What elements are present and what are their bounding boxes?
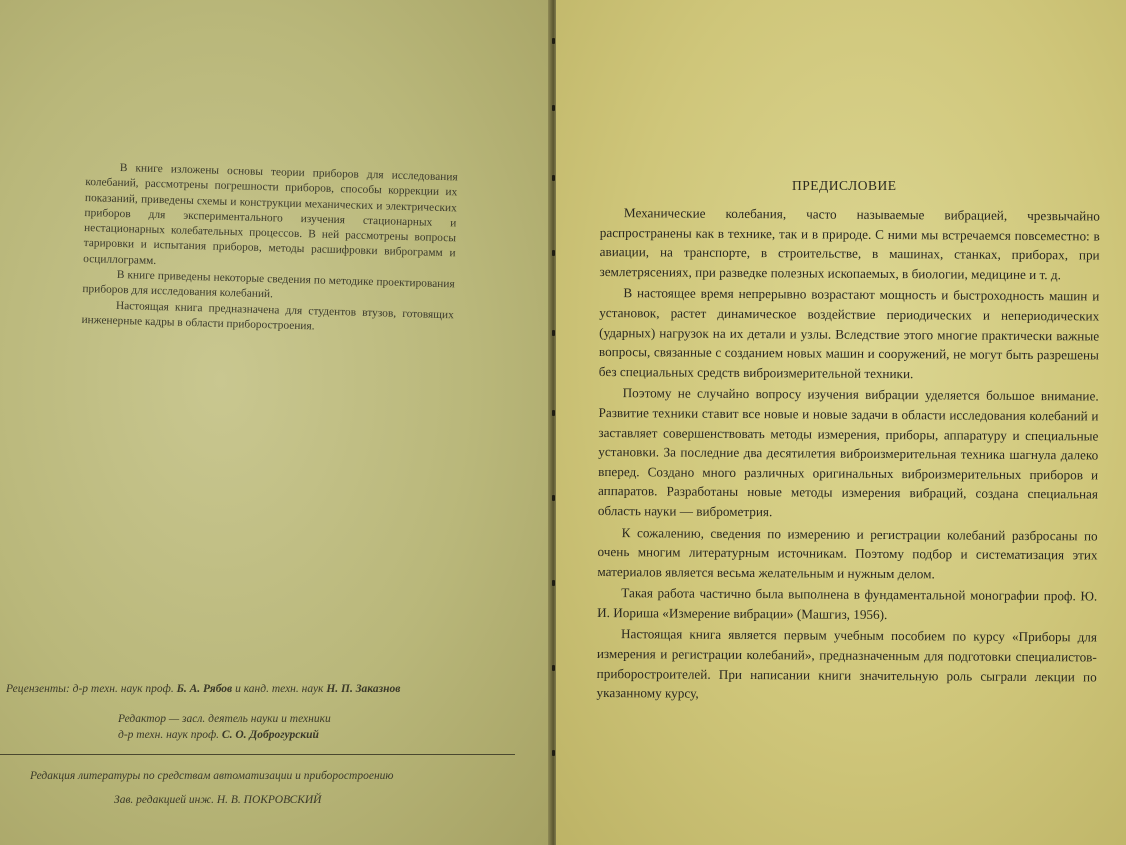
binding-stitch [552, 410, 555, 416]
editor-block [118, 711, 552, 743]
abstract-paragraph: Настоящая книга предназначена для студентов втузов, готовящих инженерные кадры в области приборостроения. [81, 299, 454, 333]
binding-stitch [552, 665, 555, 671]
abstract-paragraph: В книге изложены основы теории приборов для исследования колебаний, рассмотрены погрешности приборов, способы коррекции их показаний, приведены схемы и конструкции механических и электрических приборов для экспериментального изучения стационарных и нестационарных колебательных процессов. В ней рассмотрены вопросы тарировки и испытания приборов, методы расшифровки виброграмм и осциллограмм. [83, 161, 458, 267]
divider [0, 754, 515, 755]
preface-paragraph: Механические колебания, часто называемые вибрацией, чрезвычайно распространены как в технике, так и в природе. С ними мы встречаемся повсеместно: в авиации, на транспорте, в строительстве, в машинах, станках, приборах, при землетрясениях, при разведке полезных ископаемых, в биологии, медицине и т. д. [599, 205, 1100, 283]
editor-line [118, 727, 552, 743]
reviewers-label: Рецензенты: д-р техн. наук проф. [6, 683, 174, 695]
editorial-office: Редакция литературы по средствам автоматизации и приборостроению [30, 770, 394, 782]
preface-paragraph: В настоящее время непрерывно возрастают мощность и быстроходность машин и установок, растет динамическое воздействие периодических и непериодических (ударных) нагрузок на их детали и узлы. Вследствие этого многие практически важные вопросы, связанные с созданием новых машин и сооружений, не могут быть разрешены без специальных средств виброизмерительной техники. [598, 285, 1100, 381]
binding-stitch [552, 175, 555, 181]
editorial-head: Зав. редакцией инж. Н. В. ПОКРОВСКИЙ [114, 794, 322, 806]
preface-body [596, 203, 1099, 708]
reviewer-name: Н. П. Заказнов [326, 683, 401, 695]
preface-title: ПРЕДИСЛОВИЕ [792, 178, 897, 193]
editor-degree: д-р техн. наук проф. [118, 729, 220, 741]
binding-stitch [552, 105, 555, 111]
abstract-paragraph: В книге приведены некоторые сведения по методике проектирования приборов для исследования колебаний. [82, 268, 455, 301]
editor-title: Редактор — засл. деятель науки и техники [118, 713, 331, 725]
left-page [0, 0, 552, 845]
reviewer-name: Б. А. Рябов [176, 683, 233, 695]
editorial-block [30, 764, 552, 812]
preface-paragraph: К сожалению, сведения по измерению и регистрации колебаний разбросаны по очень многим литературным источникам. Поэтому подбор и систематизация этих материалов является весьма желательным и нужным делом. [597, 524, 1098, 582]
preface-paragraph: Настоящая книга является первым учебным пособием по курсу «Приборы для измерения и регистрации колебаний», предназначенным для подготовки специалистов-приборостроителей. При написании книги значительную роль сыграли лекции по указанному курсу, [596, 626, 1098, 701]
binding-stitch [552, 580, 555, 586]
binding-stitch [552, 250, 555, 256]
reviewers-line [6, 683, 552, 695]
binding-stitch [552, 495, 555, 501]
editor-name: С. О. Доброгурский [221, 729, 319, 741]
binding-stitch [552, 750, 555, 756]
reviewers-degree: и канд. техн. наук [235, 683, 324, 695]
preface-paragraph: Такая работа частично была выполнена в фундаментальной монографии проф. Ю. И. Иориша «Измерение вибрации» (Машгиз, 1956). [597, 585, 1098, 622]
book-abstract [81, 160, 458, 339]
preface-paragraph: Поэтому не случайно вопросу изучения вибрации уделяется большое внимание. Развитие техники ставит все новые и новые задачи в области исследования колебаний и заставляет совершенствовать методы измерения, приборы, аппаратуру и специальные установки. За последние два десятилетия виброизмерительная техника шагнула далеко вперед. Создано много различных оригинальных виброизмерительных приборов и аппаратов. Разработаны новые методы измерения вибраций, создана специальная область науки — виброметрия. [597, 385, 1099, 520]
binding-stitch [552, 330, 555, 336]
binding-stitch [552, 38, 555, 44]
